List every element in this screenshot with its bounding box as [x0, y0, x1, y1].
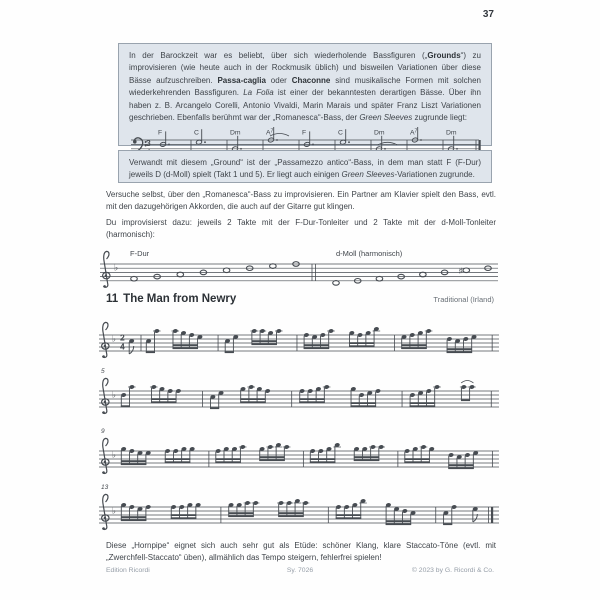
scales-staff-svg — [100, 242, 500, 292]
svg-text:♭: ♭ — [114, 262, 119, 273]
passamezzo-paragraph: Verwandt mit diesem „Ground“ ist der „Passamezzo antico“-Bass, in dem man statt F (F-Dur) jeweils D (d-Moll) spielt (Takt 1 und 5). Er liegt auch einigen Green Sleeves-Variationen zugrunde. — [129, 158, 481, 180]
svg-text:♭: ♭ — [112, 389, 117, 400]
page-footer — [106, 567, 494, 574]
svg-text:♯: ♯ — [458, 265, 463, 275]
improvise-paragraph: Versuche selbst, über den „Romanesca“-Bass zu improvisieren. Ein Partner am Klavier spielt den Bass, evtl. mit den dazugehörigen Akkorden, die auch auf der Gitarre gut klingen. — [106, 190, 496, 212]
info-box-passamezzo — [118, 150, 492, 183]
piece-credit: Traditional (Irland) — [433, 295, 494, 304]
svg-text:Dm: Dm — [446, 129, 457, 137]
tune-system-2 — [97, 365, 501, 424]
scales-staff — [100, 242, 500, 297]
footer-copyright: © 2023 by G. Ricordi & Co. — [411, 567, 494, 574]
closing-paragraph: Diese „Hornpipe“ eignet sich auch sehr gut als Etüde: schöner Klang, klare Staccato-Töne (evtl. mit „Zwerchfell-Staccato“ üben), allmählich das Tempo steigern, fehlerfrei spielen! — [106, 541, 496, 563]
svg-text:C: C — [194, 129, 199, 137]
svg-text:♭: ♭ — [112, 505, 117, 516]
svg-text:d-Moll (harmonisch): d-Moll (harmonisch) — [336, 249, 403, 258]
info-box-grounds — [118, 43, 492, 149]
svg-text:Dm: Dm — [374, 129, 385, 137]
svg-text:5: 5 — [101, 368, 105, 375]
tune-system-1 — [97, 309, 501, 368]
svg-text:A7: $A^7$ — [266, 128, 274, 137]
svg-text:4: 4 — [120, 341, 125, 352]
footer-edition: Edition Ricordi — [106, 567, 150, 574]
tune-system-4-svg — [97, 481, 501, 535]
piece-title: The Man from Newry — [123, 293, 237, 305]
svg-text:3: 3 — [146, 138, 151, 149]
piece-heading — [106, 293, 494, 305]
svg-text:9: 9 — [101, 428, 105, 435]
svg-text:F-Dur: F-Dur — [130, 249, 150, 258]
svg-text:♭: ♭ — [112, 333, 117, 344]
piece-number: 11 — [106, 293, 119, 305]
tune-system-3-svg — [97, 425, 501, 479]
svg-text:13: 13 — [101, 484, 109, 491]
footer-plate-number: Sy. 7026 — [286, 567, 314, 574]
svg-text:F: F — [158, 129, 163, 137]
tune-system-2-svg — [97, 365, 501, 419]
svg-text:♭: ♭ — [112, 449, 117, 460]
grounds-paragraph: In der Barockzeit war es beliebt, über sich wiederholende Bassfiguren („Grounds“) zu improvisieren (wie heute auch in der Rockmusik üblich) und bisweilen Variationen über diese Bässe aufzuschreiben. Passa-caglia oder Chaconne sind musikalische Formen mit solchen wiederkehrenden Bassfiguren. La Folia ist einer der bekanntesten derartigen Bässe. Über ihn haben z. B. Arcangelo Corelli, Antonio Vivaldi, Marin Marais und später Franz Liszt Variationen geschrieben. Ebenfalls berühmt war der „Romanesca“-Bass, der Green Sleeves zugrunde liegt: — [129, 51, 482, 123]
task-paragraph: Du improvisierst dazu: jeweils 2 Takte mit der F-Dur-Tonleiter und 2 Takte mit der d-Moll-Tonleiter (harmonisch): — [106, 218, 496, 240]
tune-system-4 — [97, 481, 501, 540]
svg-text:C: C — [338, 129, 343, 137]
svg-text:Dm: Dm — [230, 129, 241, 137]
tune-system-3 — [97, 425, 501, 484]
svg-text:A7: $A^7$ — [410, 128, 418, 137]
svg-text:2: 2 — [120, 332, 125, 343]
tune-system-1-svg — [97, 309, 501, 363]
page-number: 37 — [482, 9, 494, 20]
svg-text:F: F — [302, 129, 307, 137]
